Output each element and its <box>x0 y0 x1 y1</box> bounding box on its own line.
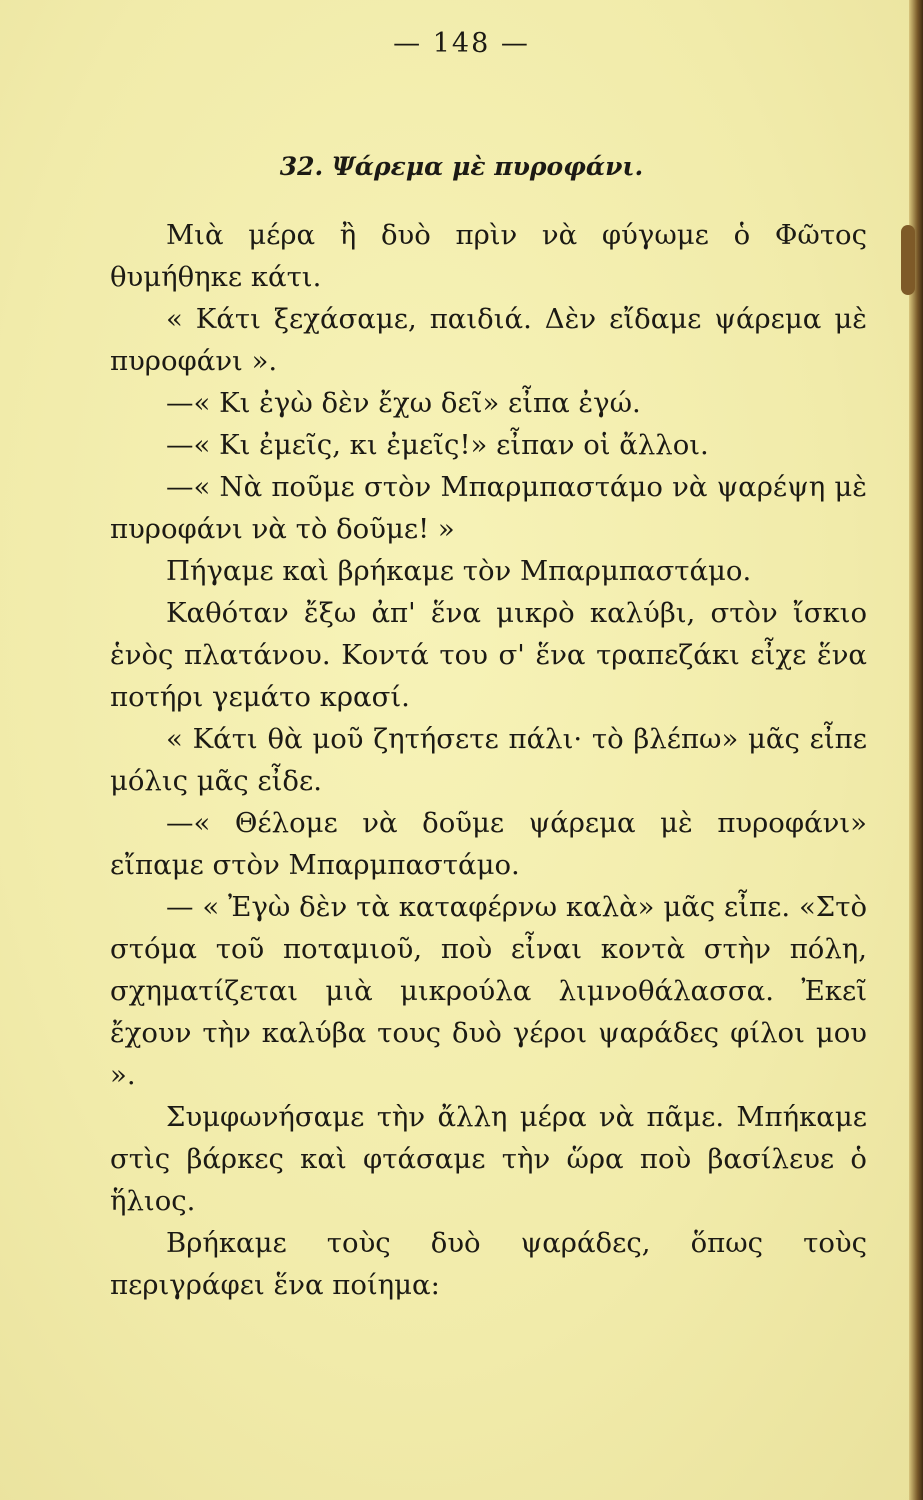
page-number: — 148 — <box>393 28 530 59</box>
chapter-title: 32. Ψάρεμα μὲ πυροφάνι. <box>279 152 644 181</box>
paragraph: Μιὰ μέρα ἢ δυὸ πρὶν νὰ φύγωμε ὁ Φῶτος θυμήθηκε κάτι. <box>110 219 867 293</box>
body-text <box>110 214 867 1306</box>
edge-stain <box>901 225 915 295</box>
paragraph: —« Κι ἐγὼ δὲν ἔχω δεῖ» εἶπα ἐγώ. <box>166 387 641 419</box>
paragraph: Συμφωνήσαμε τὴν ἄλλη μέρα νὰ πᾶμε. Μπήκαμε στὶς βάρκες καὶ φτάσαμε τὴν ὥρα ποὺ βασίλευε ὁ ἥλιος. <box>110 1101 867 1217</box>
paragraph: Βρήκαμε τοὺς δυὸ ψαράδες, ὅπως τοὺς περιγράφει ἕνα ποίημα: <box>110 1227 867 1301</box>
paragraph: « Κάτι ξεχάσαμε, παιδιά. Δὲν εἴδαμε ψάρεμα μὲ πυροφάνι ». <box>110 303 867 377</box>
paragraph: — « Ἐγὼ δὲν τὰ καταφέρνω καλὰ» μᾶς εἶπε. «Στὸ στόμα τοῦ ποταμιοῦ, ποὺ εἶναι κοντὰ στὴν πόλη, σχηματίζεται μιὰ μικρούλα λιμνοθάλασσα. Ἐκεῖ ἔχουν τὴν καλύβα τους δυὸ γέροι ψαράδες φίλοι μου ». <box>110 891 867 1091</box>
paragraph: —« Κι ἐμεῖς, κι ἐμεῖς!» εἶπαν οἱ ἄλλοι. <box>166 429 709 461</box>
paragraph: —« Νὰ ποῦμε στὸν Μπαρμπαστάμο νὰ ψαρέψη μὲ πυροφάνι νὰ τὸ δοῦμε! » <box>110 471 867 545</box>
paragraph: —« Θέλομε νὰ δοῦμε ψάρεμα μὲ πυροφάνι» εἴπαμε στὸν Μπαρμπαστάμο. <box>110 807 867 881</box>
paragraph: Πήγαμε καὶ βρήκαμε τὸν Μπαρμπαστάμο. <box>166 555 752 587</box>
paragraph: « Κάτι θὰ μοῦ ζητήσετε πάλι· τὸ βλέπω» μᾶς εἶπε μόλις μᾶς εἶδε. <box>110 723 867 797</box>
paragraph: Καθόταν ἔξω ἀπ' ἕνα μικρὸ καλύβι, στὸν ἴσκιο ἑνὸς πλατάνου. Κοντά του σ' ἕνα τραπεζάκι εἶχε ἕνα ποτήρι γεμάτο κρασί. <box>110 597 867 713</box>
